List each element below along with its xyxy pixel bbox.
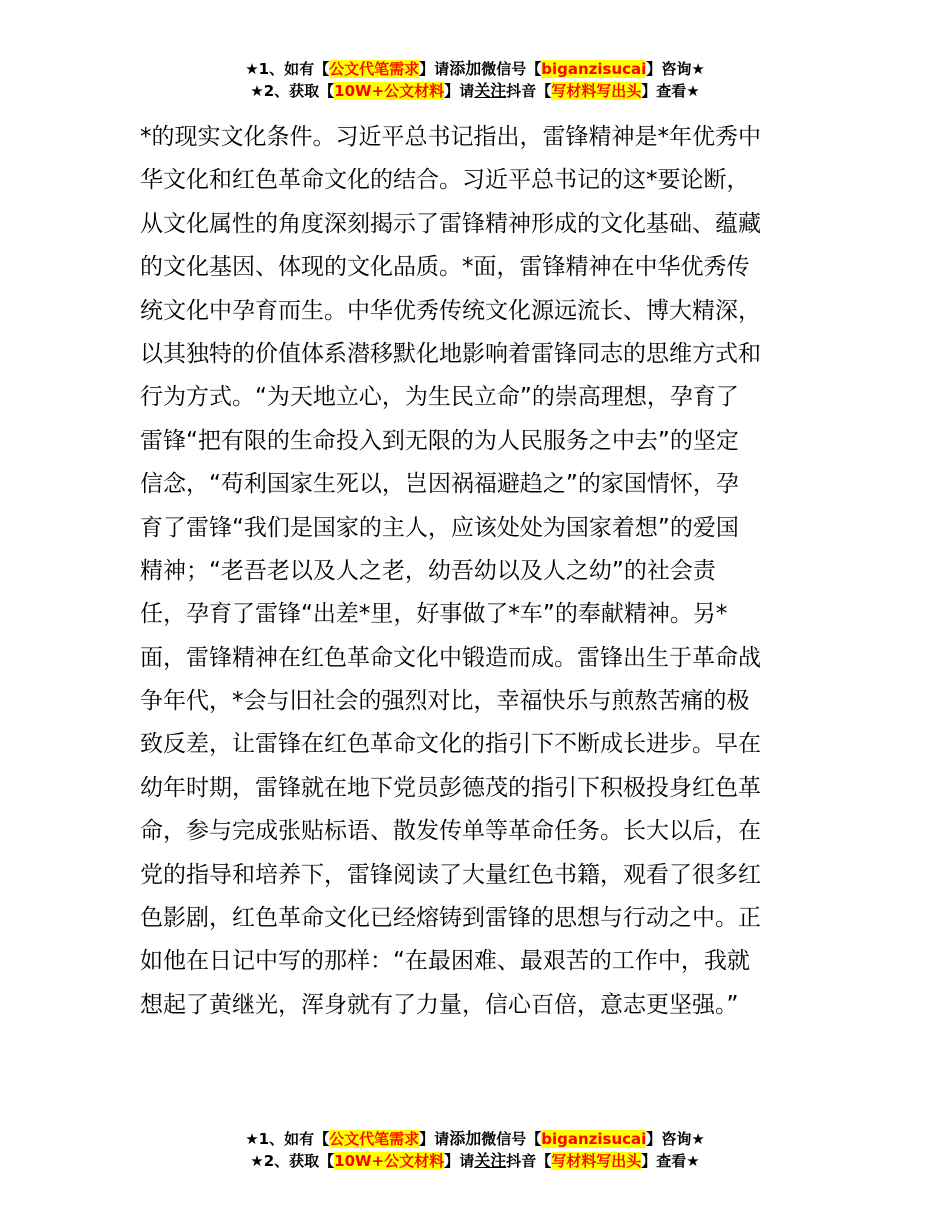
header-line-2-emphasis: 关注: [474, 81, 507, 100]
body-line: 行为方式。“为天地立心，为生民立命”的崇高理想，孕育了: [140, 384, 739, 411]
header-line-2-text: 请: [459, 82, 475, 100]
footer-line-2-text: 抖音: [506, 1152, 537, 1170]
footer-line-2: [0, 1150, 950, 1172]
header-line-2-highlight: 10W+公文材料: [334, 82, 445, 100]
header-line-1-suffix: 咨询★: [661, 60, 705, 78]
bracket: 【: [319, 1152, 335, 1170]
header-banner: [0, 58, 950, 102]
footer-line-2-highlight: 10W+公文材料: [334, 1152, 445, 1170]
bracket: 】: [646, 1130, 662, 1148]
footer-line-1-text: 请: [434, 1130, 450, 1148]
header-line-1-text: 微信号: [481, 60, 527, 78]
body-line: 争年代，*会与旧社会的强烈对比，幸福快乐与煎熬苦痛的极: [140, 688, 750, 715]
footer-line-1: [0, 1128, 950, 1150]
footer-line-1-text: 微信号: [481, 1130, 527, 1148]
bracket: 】: [646, 60, 662, 78]
body-line: 雷锋“把有限的生命投入到无限的为人民服务之中去”的坚定: [140, 427, 739, 454]
header-line-1-emphasis: 添加: [449, 59, 482, 78]
bracket: 【: [536, 1152, 552, 1170]
body-line: 幼年时期，雷锋就在地下党员彭德茂的指引下积极投身红色革: [140, 774, 761, 801]
body-line: 育了雷锋“我们是国家的主人，应该处处为国家着想”的爱国: [140, 514, 739, 541]
body-line: 从文化属性的角度深刻揭示了雷锋精神形成的文化基础、蕴藏: [140, 210, 761, 237]
bracket: 【: [314, 1130, 330, 1148]
footer-line-2-suffix: 查看★: [656, 1152, 700, 1170]
body-line: 精神；“老吾老以及人之老，幼吾幼以及人之幼”的社会责: [140, 557, 716, 584]
footer-line-2-text: 请: [459, 1152, 475, 1170]
bracket: 】: [444, 82, 460, 100]
header-line-1-text: 请: [434, 60, 450, 78]
header-line-2-prefix: ★2、获取: [250, 82, 320, 100]
bracket: 】: [641, 82, 657, 100]
footer-banner: [0, 1128, 950, 1172]
document-body: [140, 116, 820, 1027]
body-line: 以其独特的价值体系潜移默化地影响着雷锋同志的思维方式和: [140, 340, 761, 367]
header-line-2-suffix: 查看★: [656, 82, 700, 100]
bracket: 【: [526, 60, 542, 78]
body-line: 如他在日记中写的那样：“在最困难、最艰苦的工作中，我就: [140, 948, 750, 975]
body-line: 信念，“苟利国家生死以，岂因祸福避趋之”的家国情怀，孕: [140, 471, 739, 498]
header-line-2-douyin-id: 写材料写出头: [551, 82, 642, 100]
bracket: 【: [526, 1130, 542, 1148]
body-line: 统文化中孕育而生。中华优秀传统文化源远流长、博大精深，: [140, 297, 761, 324]
bracket: 】: [419, 1130, 435, 1148]
header-line-2: [0, 80, 950, 102]
header-line-1-prefix: ★1、如有: [245, 60, 315, 78]
footer-line-1-wechat-id: biganzisucai: [541, 1130, 647, 1148]
body-line: 党的指导和培养下，雷锋阅读了大量红色书籍，观看了很多红: [140, 861, 761, 888]
body-line: 色影剧，红色革命文化已经熔铸到雷锋的思想与行动之中。正: [140, 905, 761, 932]
footer-line-2-douyin-id: 写材料写出头: [551, 1152, 642, 1170]
footer-line-1-prefix: ★1、如有: [245, 1130, 315, 1148]
footer-line-2-emphasis: 关注: [474, 1151, 507, 1170]
bracket: 【: [536, 82, 552, 100]
header-line-1-wechat-id: biganzisucai: [541, 60, 647, 78]
body-line: 任，孕育了雷锋“出差*里，好事做了*车”的奉献精神。另*: [140, 601, 728, 628]
bracket: 】: [444, 1152, 460, 1170]
header-line-1-highlight: 公文代笔需求: [329, 60, 420, 78]
body-line: 想起了黄继光，浑身就有了力量，信心百倍，意志更坚强。”: [140, 991, 739, 1018]
body-line: 命，参与完成张贴标语、散发传单等革命任务。长大以后，在: [140, 818, 761, 845]
bracket: 【: [314, 60, 330, 78]
bracket: 【: [319, 82, 335, 100]
bracket: 】: [419, 60, 435, 78]
body-line: *的现实文化条件。习近平总书记指出，雷锋精神是*年优秀中: [140, 124, 761, 150]
footer-line-1-highlight: 公文代笔需求: [329, 1130, 420, 1148]
footer-line-2-prefix: ★2、获取: [250, 1152, 320, 1170]
footer-line-1-emphasis: 添加: [449, 1129, 482, 1148]
body-line: 致反差，让雷锋在红色革命文化的指引下不断成长进步。早在: [140, 731, 761, 758]
bracket: 】: [641, 1152, 657, 1170]
header-line-2-text: 抖音: [506, 82, 537, 100]
body-line: 的文化基因、体现的文化品质。*面，雷锋精神在中华优秀传: [140, 254, 750, 281]
header-line-1: [0, 58, 950, 80]
body-line: 面，雷锋精神在红色革命文化中锻造而成。雷锋出生于革命战: [140, 644, 761, 671]
body-line: 华文化和红色革命文化的结合。习近平总书记的这*要论断，: [140, 167, 750, 194]
footer-line-1-suffix: 咨询★: [661, 1130, 705, 1148]
